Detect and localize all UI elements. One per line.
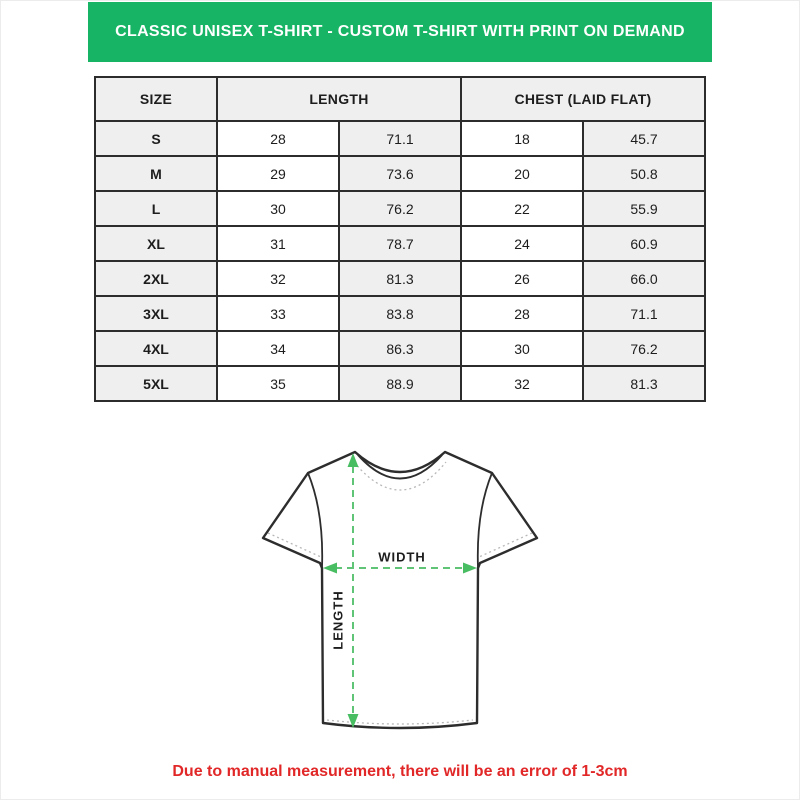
length-cm-value: 71.1 xyxy=(339,121,461,156)
size-value: 3XL xyxy=(95,296,217,331)
col-header-chest: CHEST (LAID FLAT) xyxy=(461,77,705,121)
length-in-value: 33 xyxy=(217,296,339,331)
length-measure-label: LENGTH xyxy=(330,590,346,650)
length-cm-value: 88.9 xyxy=(339,366,461,401)
length-in-value: 34 xyxy=(217,331,339,366)
table-row xyxy=(95,296,705,331)
chest-cm-value: 55.9 xyxy=(583,191,705,226)
col-header-size: SIZE xyxy=(95,77,217,121)
table-row xyxy=(95,191,705,226)
chest-cm-value: 50.8 xyxy=(583,156,705,191)
table-row xyxy=(95,366,705,401)
length-cm-value: 83.8 xyxy=(339,296,461,331)
table-row xyxy=(95,156,705,191)
size-value: M xyxy=(95,156,217,191)
length-in-value: 30 xyxy=(217,191,339,226)
length-in-value: 31 xyxy=(217,226,339,261)
length-cm-value: 78.7 xyxy=(339,226,461,261)
size-value: L xyxy=(95,191,217,226)
measurement-note: Due to manual measurement, there will be an error of 1-3cm xyxy=(172,763,628,780)
length-in-value: 29 xyxy=(217,156,339,191)
table-row xyxy=(95,226,705,261)
length-in-value: 28 xyxy=(217,121,339,156)
table-row xyxy=(95,261,705,296)
length-in-value: 35 xyxy=(217,366,339,401)
size-value: 5XL xyxy=(95,366,217,401)
size-table xyxy=(94,76,706,402)
length-cm-value: 76.2 xyxy=(339,191,461,226)
chest-cm-value: 45.7 xyxy=(583,121,705,156)
table-row xyxy=(95,331,705,366)
size-value: 2XL xyxy=(95,261,217,296)
chest-in-value: 24 xyxy=(461,226,583,261)
chest-cm-value: 76.2 xyxy=(583,331,705,366)
chest-cm-value: 66.0 xyxy=(583,261,705,296)
length-in-value: 32 xyxy=(217,261,339,296)
chest-in-value: 30 xyxy=(461,331,583,366)
length-cm-value: 73.6 xyxy=(339,156,461,191)
chest-cm-value: 71.1 xyxy=(583,296,705,331)
chest-cm-value: 60.9 xyxy=(583,226,705,261)
page-title: CLASSIC UNISEX T-SHIRT - CUSTOM T-SHIRT WITH PRINT ON DEMAND xyxy=(115,23,685,40)
chest-in-value: 26 xyxy=(461,261,583,296)
table-header-row xyxy=(95,77,705,121)
chest-in-value: 28 xyxy=(461,296,583,331)
size-value: S xyxy=(95,121,217,156)
length-cm-value: 81.3 xyxy=(339,261,461,296)
chest-in-value: 20 xyxy=(461,156,583,191)
length-cm-value: 86.3 xyxy=(339,331,461,366)
title-banner xyxy=(88,2,712,62)
size-value: 4XL xyxy=(95,331,217,366)
table-row xyxy=(95,121,705,156)
chest-in-value: 22 xyxy=(461,191,583,226)
chest-cm-value: 81.3 xyxy=(583,366,705,401)
width-measure-label: WIDTH xyxy=(378,549,426,565)
col-header-length: LENGTH xyxy=(217,77,461,121)
tshirt-diagram xyxy=(250,440,550,750)
chest-in-value: 18 xyxy=(461,121,583,156)
chest-in-value: 32 xyxy=(461,366,583,401)
tshirt-outline-icon xyxy=(250,440,550,750)
size-value: XL xyxy=(95,226,217,261)
